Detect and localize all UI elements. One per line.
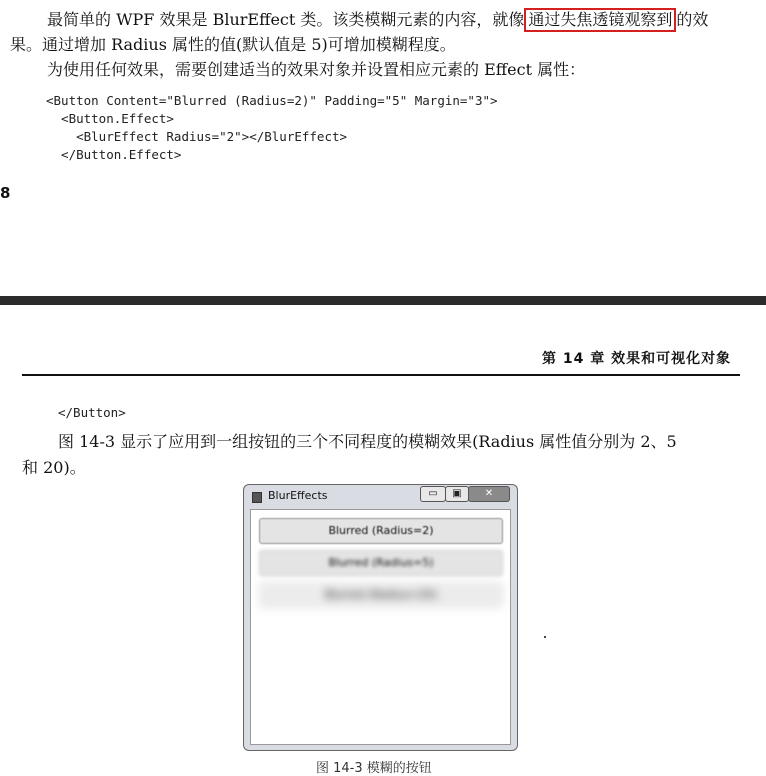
code-line: <BlurEffect Radius="2"></BlurEffect> [46, 129, 348, 144]
intro-text-start: 最简单的 WPF 效果是 BlurEffect 类。该类模糊元素的内容，就像 [47, 10, 525, 29]
highlighted-phrase: 通过失焦透镜观察到 [524, 8, 676, 32]
window-titlebar[interactable] [244, 485, 517, 509]
page-divider [0, 296, 766, 305]
close-button[interactable]: ✕ [468, 486, 510, 502]
blurred-button-radius-5[interactable]: Blurred (Radius=5) [259, 550, 503, 576]
intro-text-end: 的效 [676, 10, 709, 29]
page-number-fragment: 8 [0, 184, 11, 202]
blurred-button-radius-20[interactable]: Blurred (Radius=20) [259, 582, 503, 608]
paragraph-blur-intro-line2: 果。通过增加 Radius 属性的值(默认值是 5)可增加模糊程度。 [10, 35, 456, 54]
code-block-button-effect [46, 92, 498, 164]
figure-caption: 图 14-3 模糊的按钮 [316, 761, 432, 776]
paragraph-figure-ref-line2: 和 20)。 [22, 458, 86, 477]
blur-effects-window [243, 484, 518, 751]
code-closing-tag: </Button> [58, 405, 126, 420]
window-client-area [250, 509, 511, 745]
code-line: <Button.Effect> [46, 111, 174, 126]
paragraph-blur-intro-line1 [47, 8, 708, 32]
header-rule [22, 374, 740, 376]
paragraph-figure-ref-line1: 图 14-3 显示了应用到一组按钮的三个不同程度的模糊效果(Radius 属性值分别为 2、5 [58, 432, 677, 451]
chapter-header: 第 14 章 效果和可视化对象 [542, 351, 732, 367]
code-line: </Button.Effect> [46, 147, 182, 162]
app-icon [252, 492, 262, 503]
paragraph-effect-usage: 为使用任何效果，需要创建适当的效果对象并设置相应元素的 Effect 属性： [47, 60, 586, 79]
code-line: <Button Content="Blurred (Radius=2)" Padding="5" Margin="3"> [46, 93, 498, 108]
window-title: BlurEffects [268, 489, 328, 502]
blurred-button-radius-2[interactable]: Blurred (Radius=2) [259, 518, 503, 544]
minimize-button[interactable]: ▭ [420, 486, 446, 502]
maximize-button[interactable]: ▣ [445, 486, 469, 502]
speck [544, 636, 546, 638]
